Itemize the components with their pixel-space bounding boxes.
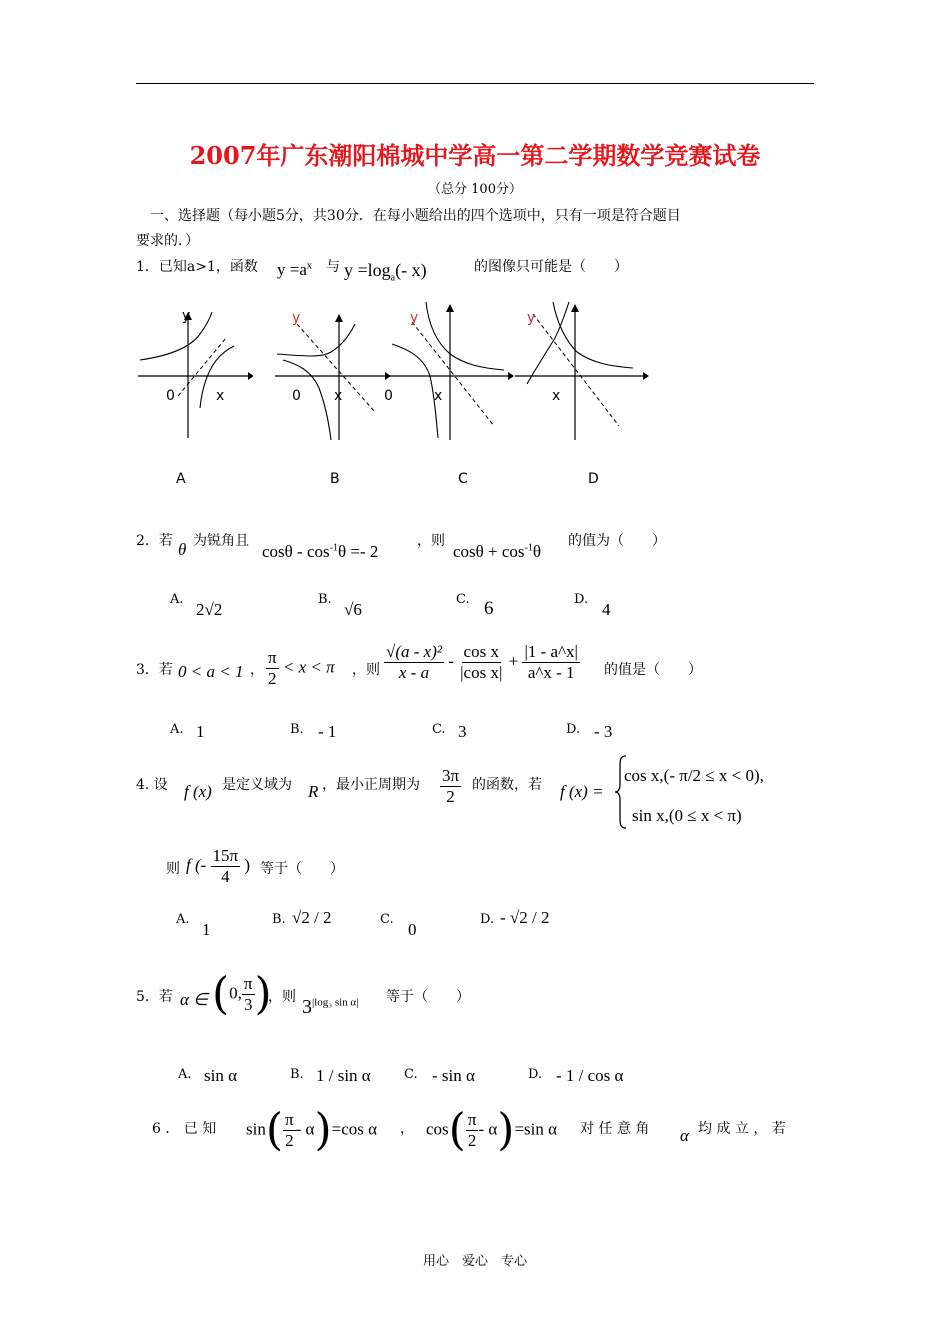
q3-option-c-value: 3 — [458, 722, 467, 741]
q4-option-d-label: D. — [480, 912, 495, 927]
graph-c-y-label: y — [410, 310, 419, 326]
q5-option-a-value: sin α — [204, 1066, 237, 1085]
q2-prefix: 2．若 — [136, 533, 173, 549]
q3-option-d-value: - 3 — [594, 722, 613, 741]
graph-a — [138, 308, 253, 440]
q4-ask: f (- $\frac{15\pi}{4}$ ) — [186, 846, 251, 886]
q1-and: 与 — [326, 259, 340, 275]
q4-option-a-value: 1 — [202, 920, 211, 939]
q3-expression: $\frac{\text{√(a - x)²}}{x - a}$ - $\frac{\text{cos x}}{\text{|cos x|}}$ + $\frac{|1 - a\^{}x|}{a\^{}x - 1}$ — [386, 642, 578, 682]
q3-term1: $\frac{\text{√(a - x)²}}{x - a}$ — [386, 642, 442, 682]
graph-a-label: A — [176, 471, 186, 487]
q4-case2: sin x,(0 ≤ x < π) — [632, 806, 742, 825]
q5-condition: α ∈ — [180, 990, 208, 1009]
page-footer: 用心 爱心 专心 — [422, 1254, 527, 1269]
q4-R: R — [308, 782, 319, 801]
q4-option-c-value: 0 — [408, 920, 417, 939]
q2-option-d-value: 4 — [602, 600, 611, 619]
q6-identity-1: sin( $\frac{\pi}{2}$ - α)=cos α — [246, 1104, 378, 1156]
q1-func-log: $y =\log_a(-$ x) — [344, 260, 427, 284]
q2-condition: $\cos\theta - \cos^{-1}\theta =- 2$ — [262, 542, 379, 561]
graph-a-y-label: y — [182, 308, 191, 324]
q5-suffix: 等于（ ） — [386, 989, 470, 1005]
graph-c-curve-1 — [392, 344, 438, 438]
q5-expression: $3^{|log_3 sin \alpha|}$ — [302, 996, 359, 1018]
q5-option-b-value: 1 / sin α — [316, 1066, 371, 1085]
q4-mid3: 的函数，若 — [472, 777, 542, 793]
q2-option-a-label: A. — [170, 592, 184, 607]
q5-option-b-label: B. — [290, 1067, 304, 1082]
section-heading: 一、选择题（每小题5分，共30分．在每小题给出的四个选项中，只有一项是符合题目 — [150, 208, 681, 224]
q4-fx: f (x) — [184, 782, 212, 801]
graph-c-curve-2 — [426, 302, 504, 370]
graph-a-origin: 0 — [166, 388, 175, 404]
q5-interval: (0, $\frac{\pi}{3}$ ) — [212, 968, 272, 1020]
q4-period: $\frac{3\pi}{2}$ — [442, 766, 460, 806]
q2-option-a-value: 2√2 — [196, 600, 223, 619]
page-subtitle: （总分 100分） — [428, 182, 522, 197]
graph-d-y-arrow — [571, 304, 579, 312]
q3-option-c-label: C. — [432, 722, 446, 737]
q4-fx2: f (x) = — [560, 782, 604, 801]
q2-suffix: 的值为（ ） — [568, 533, 666, 549]
graph-a-exp-curve — [140, 312, 212, 360]
q2-option-c-label: C. — [456, 592, 470, 607]
q5-option-d-label: D. — [528, 1067, 543, 1082]
graph-b-y-arrow — [335, 314, 343, 322]
graph-b — [275, 308, 390, 440]
q2-mid1: 为锐角且 — [193, 533, 249, 549]
graph-d-x-label: x — [552, 388, 561, 404]
q2-option-b-value: √6 — [344, 600, 362, 619]
q5-prefix: 5．若 — [136, 989, 173, 1005]
q6-prefix: 6 ． 已 知 — [152, 1121, 217, 1137]
graph-a-x-label: x — [216, 388, 225, 404]
graph-c — [390, 300, 515, 440]
graph-c-label: C — [458, 471, 468, 487]
q4-option-a-label: A. — [176, 912, 190, 927]
graph-c-origin: 0 — [384, 388, 393, 404]
section-heading-cont: 要求的．） — [136, 233, 199, 249]
graph-b-exp-curve — [277, 324, 355, 356]
graph-d-y-label: y — [527, 310, 536, 326]
q4-prefix: 4. 设 — [136, 777, 168, 793]
graph-c-x-arrow — [508, 372, 514, 380]
q2-theta: θ — [178, 540, 187, 559]
q3-term3: $\frac{|1 - a\^{}x|}{a\^{}x - 1}$ — [524, 642, 578, 682]
q3-cond2: $\frac{\pi}{2}$ < x < π — [268, 648, 335, 688]
q3-option-a-value: 1 — [196, 722, 205, 741]
q1-prefix: 1．已知a>1，函数 — [136, 259, 258, 275]
q4-suffix: 等于（ ） — [260, 861, 344, 877]
q3-cond1: 0 < a < 1 — [178, 662, 244, 681]
graph-b-label: B — [330, 471, 340, 487]
q4-option-b-label: B. — [272, 912, 286, 927]
q5-mid: ，则 — [268, 989, 296, 1005]
q4-option-d-value: - √2 / 2 — [500, 908, 550, 927]
q2-option-b-label: B. — [318, 592, 332, 607]
q6-mid: 对 任 意 角 — [580, 1121, 650, 1137]
graph-d — [515, 300, 655, 440]
q2-expression: $\cos\theta + \cos^{-1}\theta$ — [453, 542, 542, 561]
q4-case1: cos x,(- π/2 ≤ x < 0), — [624, 766, 764, 785]
q4-option-c-label: C. — [380, 912, 394, 927]
graph-c-y-arrow — [446, 304, 454, 312]
q4-mid1: 是定义域为 — [222, 777, 292, 793]
q6-comma: ， — [400, 1121, 414, 1137]
q3-option-b-label: B. — [290, 722, 304, 737]
q3-term2: $\frac{\text{cos x}}{\text{|cos x|}}$ — [460, 642, 503, 682]
graph-b-y-label: y — [292, 310, 301, 326]
graph-d-dashed-line — [533, 314, 619, 426]
graph-d-label: D — [588, 471, 599, 487]
q2-option-c-value: 6 — [484, 598, 494, 619]
q2-option-d-label: D. — [574, 592, 589, 607]
q5-option-c-value: - sin α — [432, 1066, 475, 1085]
q4-mid2: ，最小正周期为 — [322, 777, 420, 793]
graph-a-x-arrow — [248, 372, 253, 380]
q1-func-exp: $y =a^x$ — [277, 260, 312, 279]
q3-prefix: 3．若 — [136, 662, 173, 678]
q3-cond2-frac: $\frac{\pi}{2}$ — [268, 648, 277, 688]
q5-option-d-value: - 1 / cos α — [556, 1066, 624, 1085]
graph-b-x-label: x — [334, 388, 343, 404]
q2-mid2: ，则 — [417, 533, 445, 549]
graph-b-origin: 0 — [292, 388, 301, 404]
q3-comma: ， — [250, 662, 264, 678]
q6-suffix: 均 成 立 ， 若 — [698, 1121, 786, 1137]
q6-alpha: α — [680, 1126, 689, 1145]
graph-d-x-arrow — [643, 372, 649, 380]
header-rule — [136, 83, 814, 84]
q6-identity-2: cos( $\frac{\pi}{2}$ - α)=sin α — [426, 1104, 558, 1156]
graph-c-x-label: x — [434, 388, 443, 404]
q3-option-d-label: D. — [566, 722, 581, 737]
page-title: 2007年广东潮阳棉城中学高一第二学期数学竞赛试卷 — [189, 141, 761, 170]
q5-option-c-label: C. — [404, 1067, 418, 1082]
q3-option-a-label: A. — [170, 722, 184, 737]
q3-option-b-value: - 1 — [318, 722, 337, 741]
graph-b-log-curve — [283, 360, 331, 440]
q3-suffix: 的值是（ ） — [604, 662, 702, 678]
graph-c-dashed-line — [412, 322, 494, 426]
q5-option-a-label: A. — [178, 1067, 192, 1082]
q3-mid: ，则 — [352, 662, 380, 678]
q1-suffix: 的图像只可能是（ ） — [474, 259, 628, 275]
q4-then: 则 — [166, 861, 180, 877]
graph-d-curve-2 — [553, 302, 633, 368]
q4-option-b-value: √2 / 2 — [292, 908, 332, 927]
